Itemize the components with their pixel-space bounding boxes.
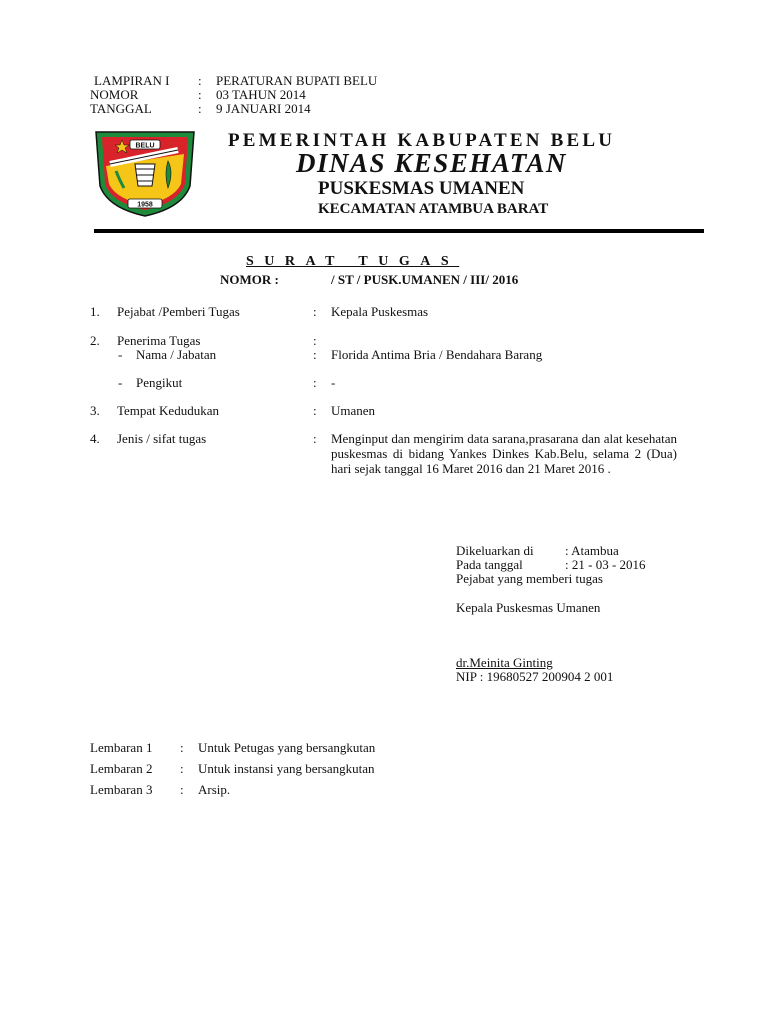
item-dash: - <box>118 347 123 362</box>
item-sep: : <box>313 375 317 390</box>
item-label-location: Tempat Kedudukan <box>117 403 219 418</box>
item-number: 3. <box>90 403 100 418</box>
distribution-value: Arsip. <box>198 782 231 797</box>
distribution-label: Lembaran 3 <box>90 782 153 797</box>
item-sep: : <box>313 333 317 348</box>
item-number: 2. <box>90 333 100 348</box>
item-number: 4. <box>90 431 100 446</box>
distribution-sep: : <box>180 740 184 755</box>
meta-value: 9 JANUARI 2014 <box>216 101 311 116</box>
letterhead-agency: DINAS KESEHATAN <box>296 148 567 178</box>
item-sep: : <box>313 403 317 418</box>
issued-at-value: : Atambua <box>565 543 619 558</box>
letterhead-district: KECAMATAN ATAMBUA BARAT <box>318 201 549 217</box>
meta-sep: : <box>198 73 202 88</box>
item-label-recipient: Penerima Tugas <box>117 333 201 348</box>
meta-label: LAMPIRAN I <box>94 73 170 88</box>
distribution-label: Lembaran 2 <box>90 761 153 776</box>
item-sep: : <box>313 431 317 446</box>
distribution-label: Lembaran 1 <box>90 740 153 755</box>
letterhead-divider <box>94 229 704 233</box>
item-label-task-type: Jenis / sifat tugas <box>117 431 207 446</box>
item-value-companion: - <box>331 375 336 390</box>
belu-regency-logo <box>90 126 200 218</box>
letterhead-puskesmas: PUSKESMAS UMANEN <box>318 178 525 199</box>
distribution-value: Untuk instansi yang bersangkutan <box>198 761 375 776</box>
distribution-sep: : <box>180 782 184 797</box>
document-number-value: / ST / PUSK.UMANEN / III/ 2016 <box>331 272 519 287</box>
item-sep: : <box>313 347 317 362</box>
issued-date-value: : 21 - 03 - 2016 <box>565 557 646 572</box>
meta-label: TANGGAL <box>90 101 152 116</box>
item-number: 1. <box>90 304 100 319</box>
signing-official-name: dr.Meinita Ginting <box>456 655 553 670</box>
issued-at-label: Dikeluarkan di <box>456 543 534 558</box>
item-value-issuer: Kepala Puskesmas <box>331 304 429 319</box>
signing-official-nip: NIP : 19680527 200904 2 001 <box>456 669 614 684</box>
item-value-location: Umanen <box>331 403 376 418</box>
item-label-name-position: Nama / Jabatan <box>136 347 217 362</box>
meta-value: 03 TAHUN 2014 <box>216 87 306 102</box>
meta-sep: : <box>198 101 202 116</box>
meta-value: PERATURAN BUPATI BELU <box>216 73 378 88</box>
item-label-issuer: Pejabat /Pemberi Tugas <box>117 304 240 319</box>
letterhead-government: PEMERINTAH KABUPATEN BELU <box>228 130 616 151</box>
item-label-companion: Pengikut <box>136 375 183 390</box>
issued-date-label: Pada tanggal <box>456 557 523 572</box>
item-value-name-position: Florida Antima Bria / Bendahara Barang <box>331 347 543 362</box>
logo-year: 1958 <box>137 201 153 209</box>
signing-official-caption: Pejabat yang memberi tugas <box>456 571 603 586</box>
item-value-task-description: Menginput dan mengirim data sarana,prasarana dan alat kesehatan puskesmas di bidang Yankes Dinkes Kab.Belu, selama 2 (Dua) hari sejak tanggal 16 Maret 2016 dan 21 Maret 2016 . <box>331 431 677 476</box>
document-number-label: NOMOR : <box>220 272 279 287</box>
logo-top-text: BELU <box>135 142 155 150</box>
item-dash: - <box>118 375 123 390</box>
meta-sep: : <box>198 87 202 102</box>
signing-official-position: Kepala Puskesmas Umanen <box>456 600 601 615</box>
document-title: SURAT TUGAS <box>246 254 460 269</box>
distribution-value: Untuk Petugas yang bersangkutan <box>198 740 376 755</box>
item-sep: : <box>313 304 317 319</box>
distribution-sep: : <box>180 761 184 776</box>
meta-label: NOMOR <box>90 87 139 102</box>
